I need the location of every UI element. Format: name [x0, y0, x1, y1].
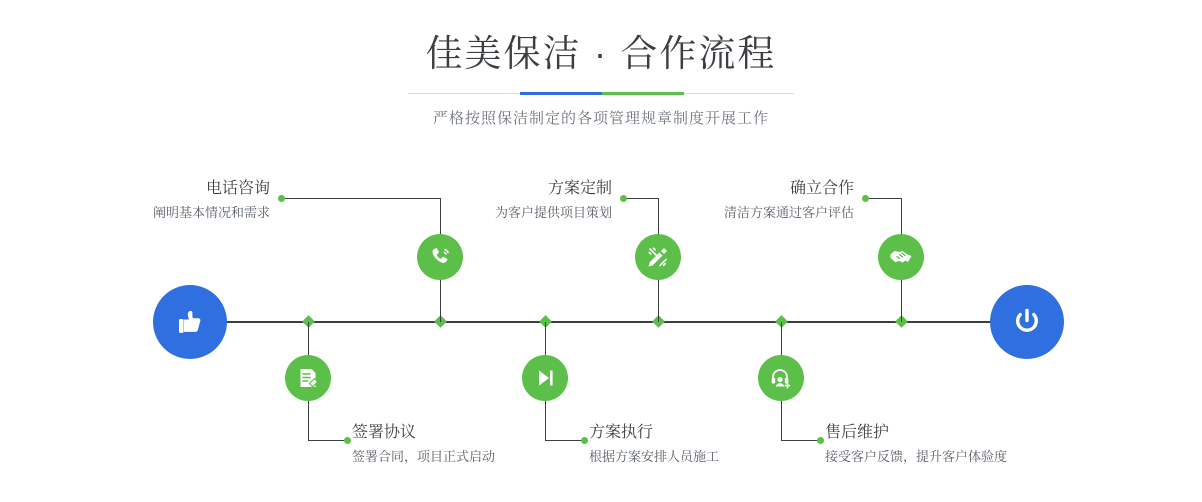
document-edit-icon [295, 365, 321, 391]
header [0, 30, 1202, 128]
divider-blue-segment [520, 92, 602, 95]
step-title-6: 售后维护 [825, 424, 890, 441]
step-label-3 [380, 178, 612, 224]
power-icon [1009, 304, 1045, 340]
step-title-5: 确立合作 [789, 180, 854, 197]
step-title-2: 签署协议 [352, 424, 417, 441]
step-desc-1: 阐明基本情况和需求 [152, 205, 270, 220]
step-badge-2 [285, 355, 331, 401]
connector-horizontal-step-6 [781, 440, 819, 441]
timeline-start-node [153, 285, 227, 359]
play-next-icon [532, 365, 558, 391]
step-title-3: 方案定制 [547, 180, 612, 197]
step-label-6 [825, 422, 1155, 468]
step-desc-5: 清洁方案通过客户评估 [723, 205, 854, 220]
page-title: 佳美保洁 · 合作流程 [425, 33, 777, 74]
step-badge-6 [758, 355, 804, 401]
thumbs-up-icon [172, 304, 208, 340]
step-label-1 [38, 178, 270, 224]
step-badge-1 [417, 234, 463, 280]
timeline-axis [160, 321, 1042, 323]
timeline-end-node [990, 285, 1064, 359]
divider-green-segment [602, 92, 684, 95]
connector-horizontal-step-5 [866, 198, 901, 199]
connector-horizontal-step-4 [545, 440, 583, 441]
timeline [0, 150, 1202, 502]
handshake-icon [888, 244, 914, 270]
step-label-5 [622, 178, 854, 224]
connector-endpoint-step-4 [581, 437, 588, 444]
connector-horizontal-step-2 [308, 440, 346, 441]
step-label-2 [352, 422, 612, 468]
step-title-1: 电话咨询 [205, 180, 270, 197]
step-desc-4: 根据方案安排人员施工 [589, 449, 720, 464]
step-desc-2: 签署合同，项目正式启动 [352, 449, 496, 464]
title-divider [408, 92, 794, 95]
step-title-4: 方案执行 [589, 424, 654, 441]
step-badge-3 [635, 234, 681, 280]
step-desc-3: 为客户提供项目策划 [494, 205, 612, 220]
step-desc-6: 接受客户反馈，提升客户体验度 [825, 449, 1008, 464]
pen-ruler-icon [645, 244, 671, 270]
step-badge-5 [878, 234, 924, 280]
connector-endpoint-step-6 [817, 437, 824, 444]
phone-call-icon [427, 244, 453, 270]
connector-endpoint-step-1 [278, 195, 285, 202]
page-subtitle: 严格按照保洁制定的各项管理规章制度开展工作 [432, 110, 769, 127]
connector-endpoint-step-2 [344, 437, 351, 444]
connector-endpoint-step-5 [862, 195, 869, 202]
headset-support-icon [768, 365, 794, 391]
step-badge-4 [522, 355, 568, 401]
